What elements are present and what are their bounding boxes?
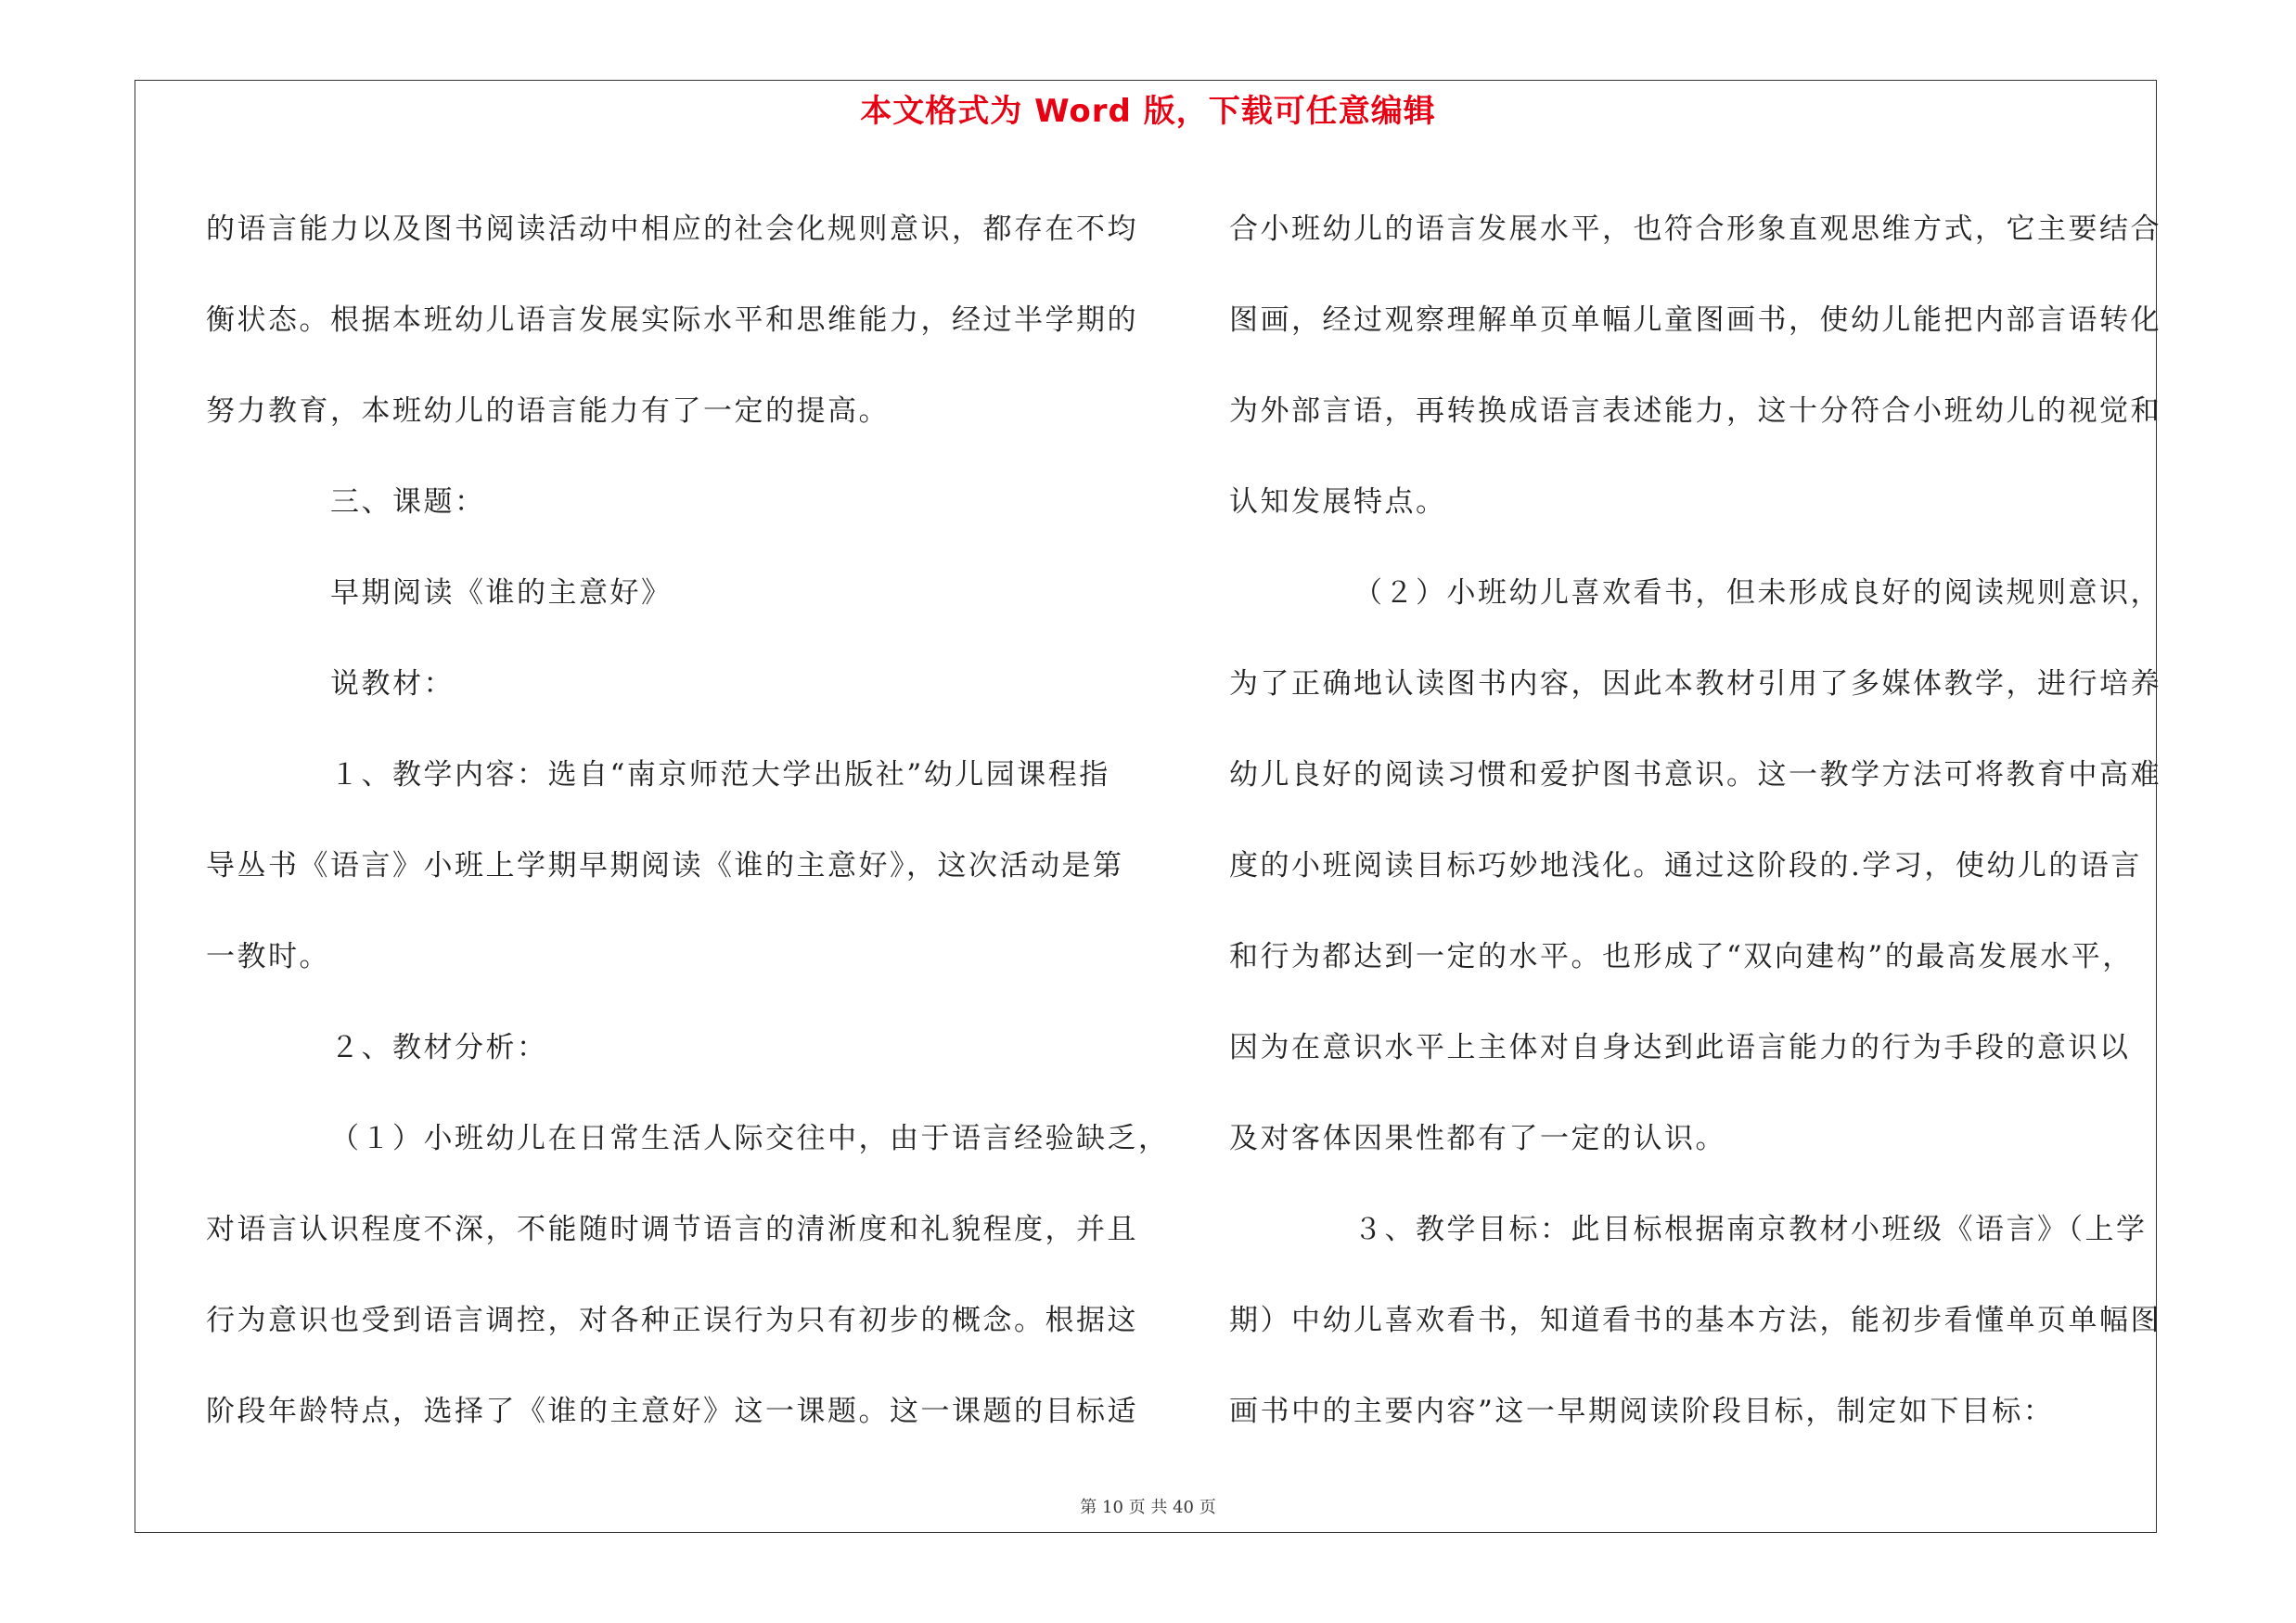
paragraph-line: 行为意识也受到语言调控，对各种正误行为只有初步的概念。根据这 bbox=[206, 1304, 1138, 1337]
paragraph-line: 努力教育，本班幼儿的语言能力有了一定的提高。 bbox=[206, 394, 890, 428]
paragraph-line: 和行为都达到一定的水平。也形成了“双向建构”的最高发展水平， bbox=[1229, 940, 2134, 973]
subsection-heading: 说教材： bbox=[330, 667, 455, 701]
paragraph-line: 及对客体因果性都有了一定的认识。 bbox=[1229, 1122, 1726, 1155]
paragraph-line: （１）小班幼儿在日常生活人际交往中，由于语言经验缺乏， bbox=[330, 1122, 1170, 1155]
lesson-title: 早期阅读《谁的主意好》 bbox=[330, 576, 673, 610]
left-text-column bbox=[206, 184, 1170, 1457]
paragraph-line: 阶段年龄特点，选择了《谁的主意好》这一课题。这一课题的目标适 bbox=[206, 1395, 1138, 1428]
paragraph-line: 度的小班阅读目标巧妙地浅化。通过这阶段的.学习，使幼儿的语言 bbox=[1229, 849, 2142, 882]
paragraph-line: 为了正确地认读图书内容，因此本教材引用了多媒体教学，进行培养 bbox=[1229, 667, 2161, 701]
paragraph-line: 对语言认识程度不深，不能随时调节语言的清淅度和礼貌程度，并且 bbox=[206, 1213, 1138, 1246]
paragraph-line: 图画，经过观察理解单页单幅儿童图画书，使幼儿能把内部言语转化 bbox=[1229, 303, 2161, 337]
page-number-footer: 第 10 页 共 40 页 bbox=[1080, 1498, 1216, 1517]
paragraph-line: 因为在意识水平上主体对自身达到此语言能力的行为手段的意识以 bbox=[1229, 1031, 2131, 1064]
right-text-column bbox=[1229, 184, 2175, 1457]
paragraph-line: 幼儿良好的阅读习惯和爱护图书意识。这一教学方法可将教育中高难 bbox=[1229, 758, 2161, 792]
paragraph-line: ３、教学目标：此目标根据南京教材小班级《语言》（上学 bbox=[1353, 1213, 2148, 1246]
paragraph-line: 画书中的主要内容”这一早期阅读阶段目标，制定如下目标： bbox=[1229, 1395, 2055, 1428]
paragraph-line: 衡状态。根据本班幼儿语言发展实际水平和思维能力，经过半学期的 bbox=[206, 303, 1138, 337]
paragraph-line: 一教时。 bbox=[206, 940, 330, 973]
paragraph-line: 合小班幼儿的语言发展水平，也符合形象直观思维方式，它主要结合 bbox=[1229, 213, 2161, 246]
paragraph-line: 期）中幼儿喜欢看书，知道看书的基本方法，能初步看懂单页单幅图 bbox=[1229, 1304, 2161, 1337]
paragraph-line: （２）小班幼儿喜欢看书，但未形成良好的阅读规则意识， bbox=[1353, 576, 2161, 610]
paragraph-line: 认知发展特点。 bbox=[1229, 485, 1447, 519]
paragraph-line: １、教学内容：选自“南京师范大学出版社”幼儿园课程指 bbox=[330, 758, 1110, 792]
paragraph-line: 为外部言语，再转换成语言表述能力，这十分符合小班幼儿的视觉和 bbox=[1229, 394, 2161, 428]
word-format-notice: 本文格式为 Word 版，下载可任意编辑 bbox=[860, 93, 1436, 130]
subsection-heading: ２、教材分析： bbox=[330, 1031, 548, 1064]
paragraph-line: 的语言能力以及图书阅读活动中相应的社会化规则意识，都存在不均 bbox=[206, 213, 1138, 246]
section-heading: 三、课题： bbox=[330, 485, 486, 519]
paragraph-line: 导丛书《语言》小班上学期早期阅读《谁的主意好》，这次活动是第 bbox=[206, 849, 1124, 882]
